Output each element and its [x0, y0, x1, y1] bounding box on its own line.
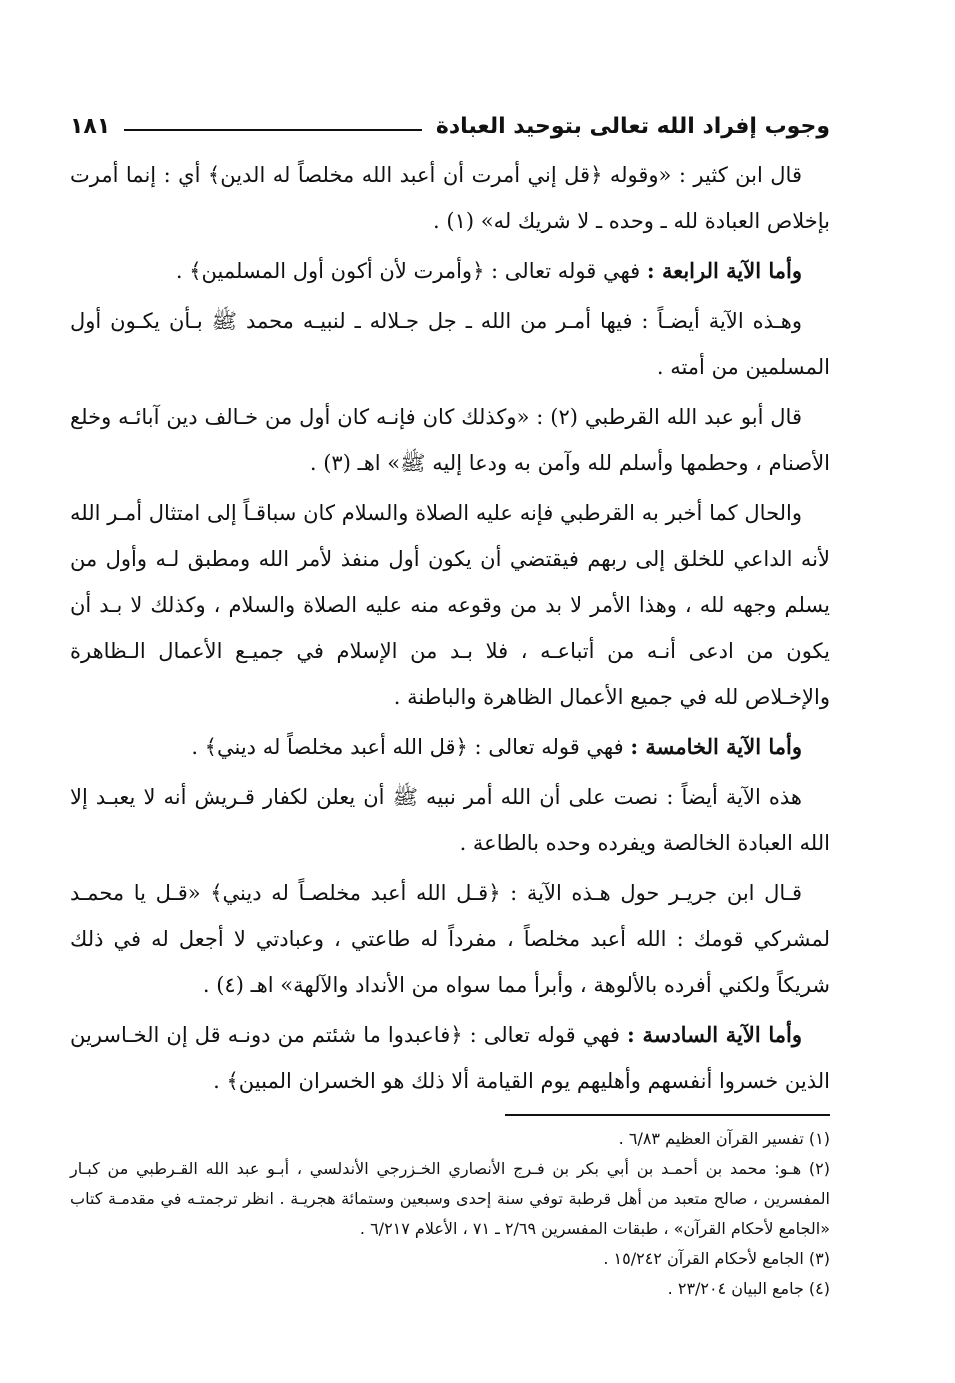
paragraph: وأما الآية الخامسة : فهي قوله تعالى : ﴿قل الله أعبد مخلصاً له ديني﴾ .: [191, 734, 802, 759]
page-number: ١٨١: [70, 113, 111, 139]
footnote: (١) تفسير القرآن العظيم ٦/٨٣ .: [618, 1129, 830, 1148]
chapter-title: وجوب إفراد الله تعالى بتوحيد العبادة: [435, 113, 830, 139]
footnote: (٤) جامع البيان ٢٣/٢٠٤ .: [667, 1279, 830, 1298]
footnote: (٣) الجامع لأحكام القرآن ١٥/٢٤٢ .: [603, 1249, 830, 1268]
paragraph: والحال كما أخبر به القرطبي فإنه عليه الصلاة والسلام كان سباقـاً إلى امتثال أمـر الله لأنه الداعي للخلق إلى ربهم فيقتضي أن يكون أول منفذ لأمر الله ومطبق لـه وأول من يسلم وجهه لله ، وهذا الأمر لا بد من وقوعه منه عليه الصلاة والسلام ، وكذلك لا بـد أن يكون من ادعى أنـه من أتباعـه ، فلا بـد من الإسلام في جميـع الأعمال الـظاهرة والإخـلاص لله في جميع الأعمال الظاهرة والباطنة .: [70, 501, 830, 709]
running-header: [70, 100, 830, 152]
paragraph: وأما الآية السادسة : فهي قوله تعالى : ﴿فاعبدوا ما شئتم من دونـه قل إن الخـاسرين الذين خسروا أنفسهم وأهليهم يوم القيامة ألا ذلك هو الخسران المبين﴾ .: [70, 1022, 830, 1093]
paragraph: قال أبو عبد الله القرطبي (٢) : «وكذلك كان فإنـه كان أول من خـالف دين آبائـه وخلع الأصنام ، وحطمها وأسلم لله وآمن به ودعا إليه ﷺ» اهـ (٣) .: [70, 405, 830, 475]
paragraph: وأما الآية الرابعة : فهي قوله تعالى : ﴿وأمرت لأن أكون أول المسلمين﴾ .: [175, 258, 802, 283]
verse-heading: وأما الآية السادسة :: [627, 1022, 802, 1047]
verse-heading: وأما الآية الخامسة :: [630, 734, 802, 759]
verse-heading: وأما الآية الرابعة :: [646, 258, 802, 283]
paragraph: وهـذه الآية أيضـاً : فيها أمـر من الله ـ جل جـلاله ـ لنبيـه محمد ﷺ بـأن يكـون أول المسلمين من أمته .: [70, 309, 830, 379]
page: [70, 100, 830, 1304]
footnote: (٢) هـو: محمد بن أحمـد بن أبي بكر بن فـرج الأنصاري الخـزرجي الأندلسي ، أبـو عبد الله القـرطبي من كبـار المفسرين ، صالح متعبد من أهل قرطبة توفي سنة إحدى وسبعين وستمائة هجريـة . انظر ترجمتـه في مقدمـة كتاب «الجامع لأحكام القرآن» ، طبقات المفسرين ٢/٦٩ ـ ٧١ ، الأعلام ٦/٢١٧ .: [70, 1159, 830, 1238]
paragraph: هذه الآية أيضاً : نصت على أن الله أمر نبيه ﷺ أن يعلن لكفار قـريش أنه لا يعبـد إلا الله العبادة الخالصة ويفرده وحده بالطاعة .: [70, 785, 830, 855]
header-rule: [124, 129, 422, 131]
footnote-separator: [505, 1114, 830, 1116]
paragraph: قال ابن كثير : «وقوله ﴿قل إني أمرت أن أعبد الله مخلصاً له الدين﴾ أي : إنما أمرت بإخلاص العبادة لله ـ وحده ـ لا شريك له» (١) .: [70, 163, 830, 233]
paragraph: قـال ابن جريـر حول هـذه الآية : ﴿قـل الله أعبد مخلصـاً له ديني﴾ «قـل يا محمـد لمشركي قومك : الله أعبد مخلصاً ، مفرداً له طاعتي ، وعبادتي لا أجعل له في ذلك شريكاً ولكني أفرده بالألوهة ، وأبرأ مما سواه من الأنداد والآلهة» اهـ (٤) .: [70, 881, 830, 997]
